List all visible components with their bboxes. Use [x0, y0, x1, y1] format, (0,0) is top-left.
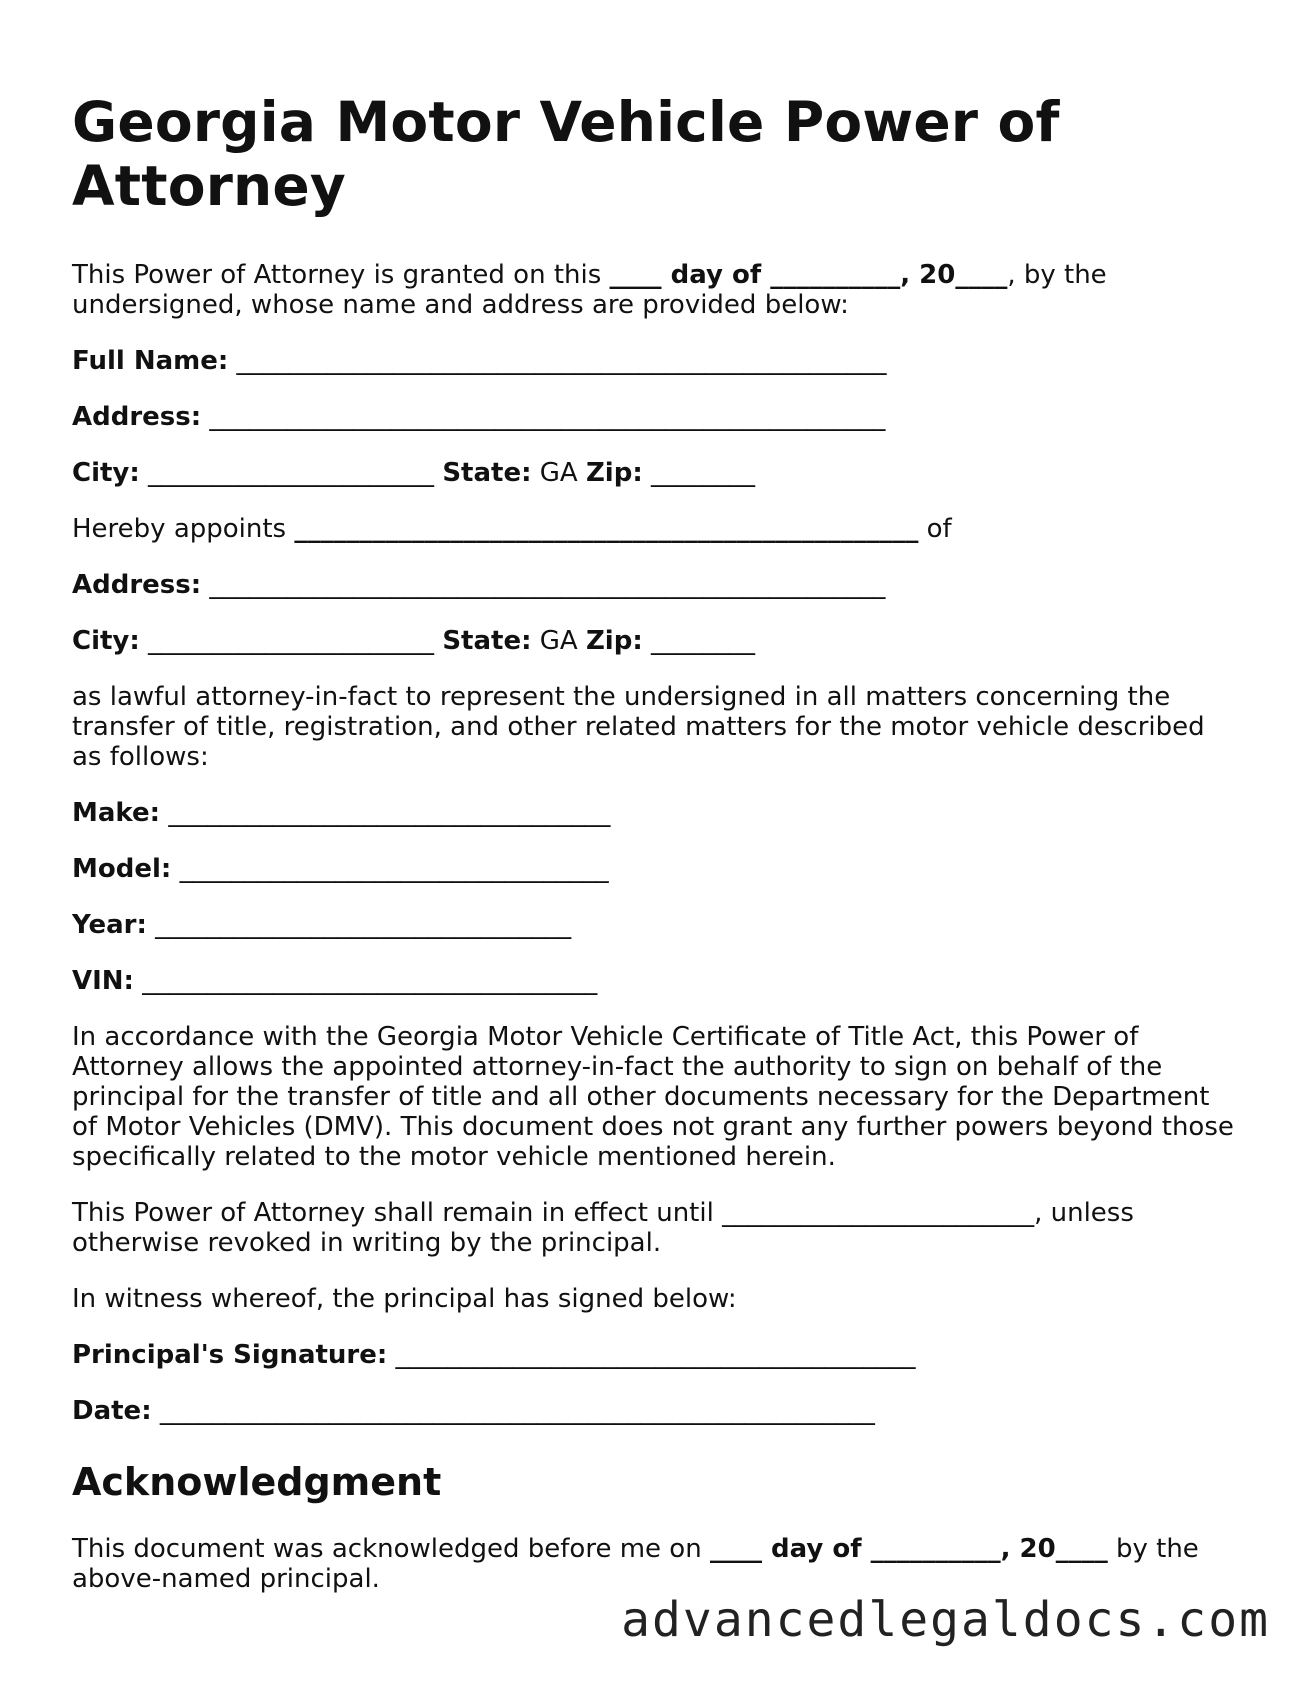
principal-city-label: City: [72, 458, 140, 488]
year-label: Year: [72, 910, 147, 940]
ack-text-1: This document was acknowledged before me on [72, 1534, 710, 1564]
agent-address-row [72, 570, 1238, 600]
signature-field[interactable]: ________________________________________ [395, 1340, 916, 1370]
make-label: Make: [72, 798, 161, 828]
intro-day-blank[interactable]: ____ [609, 260, 662, 290]
intro-text-2: , by the undersigned, whose name and address are provided below: [72, 260, 1107, 320]
year-row [72, 910, 1238, 940]
agent-zip-label: Zip: [585, 626, 643, 656]
make-row [72, 798, 1238, 828]
model-row [72, 854, 1238, 884]
principal-zip-label: Zip: [585, 458, 643, 488]
appoint-text: Hereby appoints [72, 514, 295, 544]
principal-city-row [72, 458, 1238, 488]
watermark: advancedlegaldocs.com [621, 1592, 1270, 1648]
document-page [72, 90, 1238, 1620]
vin-field[interactable]: ___________________________________ [142, 966, 598, 996]
principal-zip-field[interactable]: ________ [651, 458, 755, 488]
date-row [72, 1396, 1238, 1426]
vin-label: VIN: [72, 966, 134, 996]
intro-year-blank[interactable]: ____ [955, 260, 1008, 290]
ack-comma-20: , 20 [1000, 1534, 1056, 1564]
signature-row [72, 1340, 1238, 1370]
scope-paragraph: as lawful attorney-in-fact to represent the undersigned in all matters concerning the transfer of title, registration, and other related matters for the motor vehicle described as follows: [72, 682, 1205, 772]
effect-text-2: , unless otherwise revoked in writing by the principal. [72, 1198, 1134, 1258]
date-label: Date: [72, 1396, 152, 1426]
principal-address-field[interactable]: ____________________________________________________ [209, 402, 886, 432]
intro-day-of: day of [661, 260, 771, 290]
agent-address-label: Address: [72, 570, 202, 600]
ack-month-blank[interactable]: __________ [870, 1534, 1001, 1564]
effect-until-field[interactable]: ________________________ [722, 1198, 1035, 1228]
signature-label: Principal's Signature: [72, 1340, 388, 1370]
date-field[interactable]: _______________________________________________________ [159, 1396, 875, 1426]
model-field[interactable]: _________________________________ [179, 854, 609, 884]
intro-paragraph [72, 260, 1238, 320]
principal-address-row [72, 402, 1238, 432]
ack-text-2: by the above-named principal. [72, 1534, 1199, 1594]
agent-state-label: State: [442, 626, 532, 656]
agent-state-value: GA [539, 626, 578, 656]
appointee-name-field[interactable]: ________________________________________________ [294, 514, 919, 544]
intro-text-1: This Power of Attorney is granted on this [72, 260, 610, 290]
effect-paragraph [72, 1198, 1238, 1258]
intro-month-blank[interactable]: __________ [770, 260, 901, 290]
agent-zip-field[interactable]: ________ [651, 626, 755, 656]
full-name-label: Full Name: [72, 346, 229, 376]
principal-state-value: GA [539, 458, 578, 488]
full-name-row [72, 346, 1238, 376]
page-title: Georgia Motor Vehicle Power of Attorney [72, 90, 1060, 218]
ack-day-of: day of [761, 1534, 871, 1564]
agent-city-row [72, 626, 1238, 656]
year-field[interactable]: ________________________________ [155, 910, 572, 940]
appoint-row [72, 514, 1238, 544]
principal-address-label: Address: [72, 402, 202, 432]
model-label: Model: [72, 854, 172, 884]
agent-address-field[interactable]: ____________________________________________________ [209, 570, 886, 600]
effect-text-1: This Power of Attorney shall remain in effect until [72, 1198, 723, 1228]
make-field[interactable]: __________________________________ [168, 798, 611, 828]
principal-state-label: State: [442, 458, 532, 488]
authority-paragraph: In accordance with the Georgia Motor Vehicle Certificate of Title Act, this Power of Attorney allows the appointed attorney-in-fact the authority to sign on behalf of the principal for the transfer of title and all other documents necessary for the Department of Motor Vehicles (DMV). This document does not grant any further powers beyond those specifically related to the motor vehicle mentioned herein. [72, 1022, 1234, 1172]
witness-paragraph: In witness whereof, the principal has signed below: [72, 1284, 737, 1314]
full-name-field[interactable]: __________________________________________________ [236, 346, 887, 376]
ack-year-blank[interactable]: ____ [1055, 1534, 1108, 1564]
agent-city-field[interactable]: ______________________ [148, 626, 435, 656]
acknowledgment-paragraph [72, 1534, 1238, 1594]
appoint-of: of [918, 514, 952, 544]
acknowledgment-heading: Acknowledgment [72, 1460, 442, 1504]
agent-city-label: City: [72, 626, 140, 656]
vin-row [72, 966, 1238, 996]
ack-day-blank[interactable]: ____ [709, 1534, 762, 1564]
intro-comma-20: , 20 [900, 260, 956, 290]
principal-city-field[interactable]: ______________________ [148, 458, 435, 488]
